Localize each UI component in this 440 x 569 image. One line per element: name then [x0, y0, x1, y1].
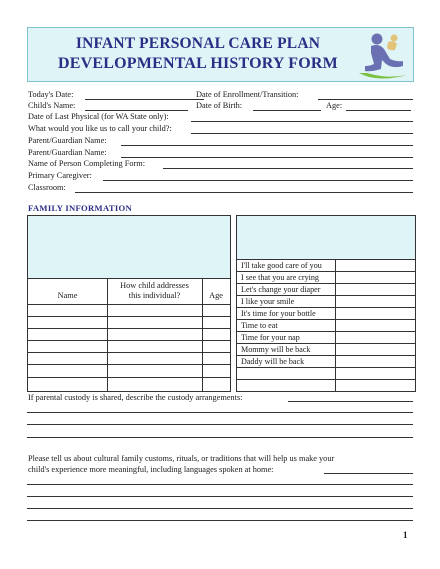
custody-answer-line[interactable]: [27, 424, 413, 425]
custody-answer-line[interactable]: [27, 437, 413, 438]
culture-prompt-line-2: child's experience more meaningful, including languages spoken at home:: [28, 465, 274, 474]
phrase-item: Time for your nap: [241, 333, 300, 342]
parent-and-child-logo-icon: [357, 29, 409, 81]
person-completing-row: [28, 159, 413, 169]
custody-answer-line[interactable]: [27, 412, 413, 413]
culture-answer-line[interactable]: [27, 520, 413, 521]
childs-name-label: Child's Name:: [28, 101, 76, 110]
parent-guardian-2-field[interactable]: [121, 157, 413, 158]
last-physical-label: Date of Last Physical (for WA State only):: [28, 112, 169, 121]
row-divider: [237, 271, 415, 272]
form-title-line-1: INFANT PERSONAL CARE PLAN: [75, 35, 321, 52]
classroom-field[interactable]: [75, 192, 413, 193]
primary-caregiver-label: Primary Caregiver:: [28, 171, 92, 180]
row-divider: [237, 283, 415, 284]
column-divider: [335, 259, 336, 391]
phrase-item: I like your smile: [241, 297, 295, 306]
row-divider: [28, 352, 230, 353]
row-divider: [237, 355, 415, 356]
phrase-item: Time to eat: [241, 321, 278, 330]
childs-name-row: [28, 101, 413, 111]
parent-guardian-1-row: [28, 136, 413, 146]
culture-answer-line[interactable]: [27, 508, 413, 509]
classroom-row: [28, 183, 413, 193]
parent-guardian-1-field[interactable]: [121, 145, 413, 146]
todays-date-field[interactable]: [85, 99, 204, 100]
row-divider: [237, 331, 415, 332]
primary-caregiver-field[interactable]: [103, 180, 413, 181]
row-divider: [28, 316, 230, 317]
last-physical-field[interactable]: [191, 121, 413, 122]
culture-prompt-line-1: Please tell us about cultural family customs, rituals, or traditions that will help us make your: [28, 454, 335, 463]
todays-date-label: Today's Date:: [28, 90, 74, 99]
row-divider: [237, 295, 415, 296]
row-divider: [28, 304, 230, 305]
parent-guardian-2-label: Parent/Guardian Name:: [28, 148, 107, 157]
childs-name-field[interactable]: [85, 110, 188, 111]
addresses-column-header-line-1: How child addresses: [120, 281, 189, 290]
enrollment-date-field[interactable]: [318, 99, 413, 100]
phrase-item: Let's change your diaper: [241, 285, 321, 294]
family-information-heading: FAMILY INFORMATION: [28, 203, 132, 213]
culture-answer-line[interactable]: [324, 473, 413, 474]
nickname-label: What would you like us to call your child?:: [28, 124, 172, 133]
culture-answer-line[interactable]: [27, 484, 413, 485]
family-table: [27, 215, 231, 392]
row-divider: [28, 328, 230, 329]
todays-date-row: [28, 90, 413, 100]
phrase-item: I'll take good care of you: [241, 261, 322, 270]
page-number: 1: [403, 530, 408, 540]
family-table-shaded-area: [28, 216, 230, 279]
name-column-header: Name: [57, 291, 78, 300]
row-divider: [28, 340, 230, 341]
row-divider: [237, 307, 415, 308]
custody-prompt: If parental custody is shared, describe the custody arrangements:: [28, 393, 243, 402]
primary-caregiver-row: [28, 171, 413, 181]
culture-answer-line[interactable]: [27, 496, 413, 497]
age-label: Age:: [326, 101, 343, 110]
nickname-field[interactable]: [191, 133, 413, 134]
nickname-row: [28, 124, 413, 134]
phrase-item: Mommy will be back: [241, 345, 311, 354]
date-of-birth-field[interactable]: [253, 110, 321, 111]
phrase-item: It's time for your bottle: [241, 309, 316, 318]
phrase-item: Daddy will be back: [241, 357, 305, 366]
phrases-table: [236, 215, 416, 392]
row-divider: [28, 364, 230, 365]
row-divider: [237, 343, 415, 344]
classroom-label: Classroom:: [28, 183, 66, 192]
age-column-header: Age: [209, 291, 223, 300]
person-completing-field[interactable]: [163, 168, 413, 169]
phrase-item: I see that you are crying: [241, 273, 319, 282]
header-banner: [27, 27, 414, 82]
age-field[interactable]: [346, 110, 411, 111]
row-divider: [28, 377, 230, 378]
phrases-table-shaded-area: [237, 216, 415, 260]
form-title-line-2: DEVELOPMENTAL HISTORY FORM: [58, 55, 338, 72]
date-of-birth-label: Date of Birth:: [196, 101, 243, 110]
person-completing-label: Name of Person Completing Form:: [28, 159, 146, 168]
row-divider: [237, 319, 415, 320]
parent-guardian-1-label: Parent/Guardian Name:: [28, 136, 107, 145]
enrollment-date-label: Date of Enrollment/Transition:: [196, 90, 299, 99]
custody-answer-line[interactable]: [288, 401, 413, 402]
last-physical-row: [28, 112, 413, 122]
addresses-column-header-line-2: this individual?: [128, 291, 181, 300]
parent-guardian-2-row: [28, 148, 413, 158]
row-divider: [237, 367, 415, 368]
row-divider: [237, 379, 415, 380]
